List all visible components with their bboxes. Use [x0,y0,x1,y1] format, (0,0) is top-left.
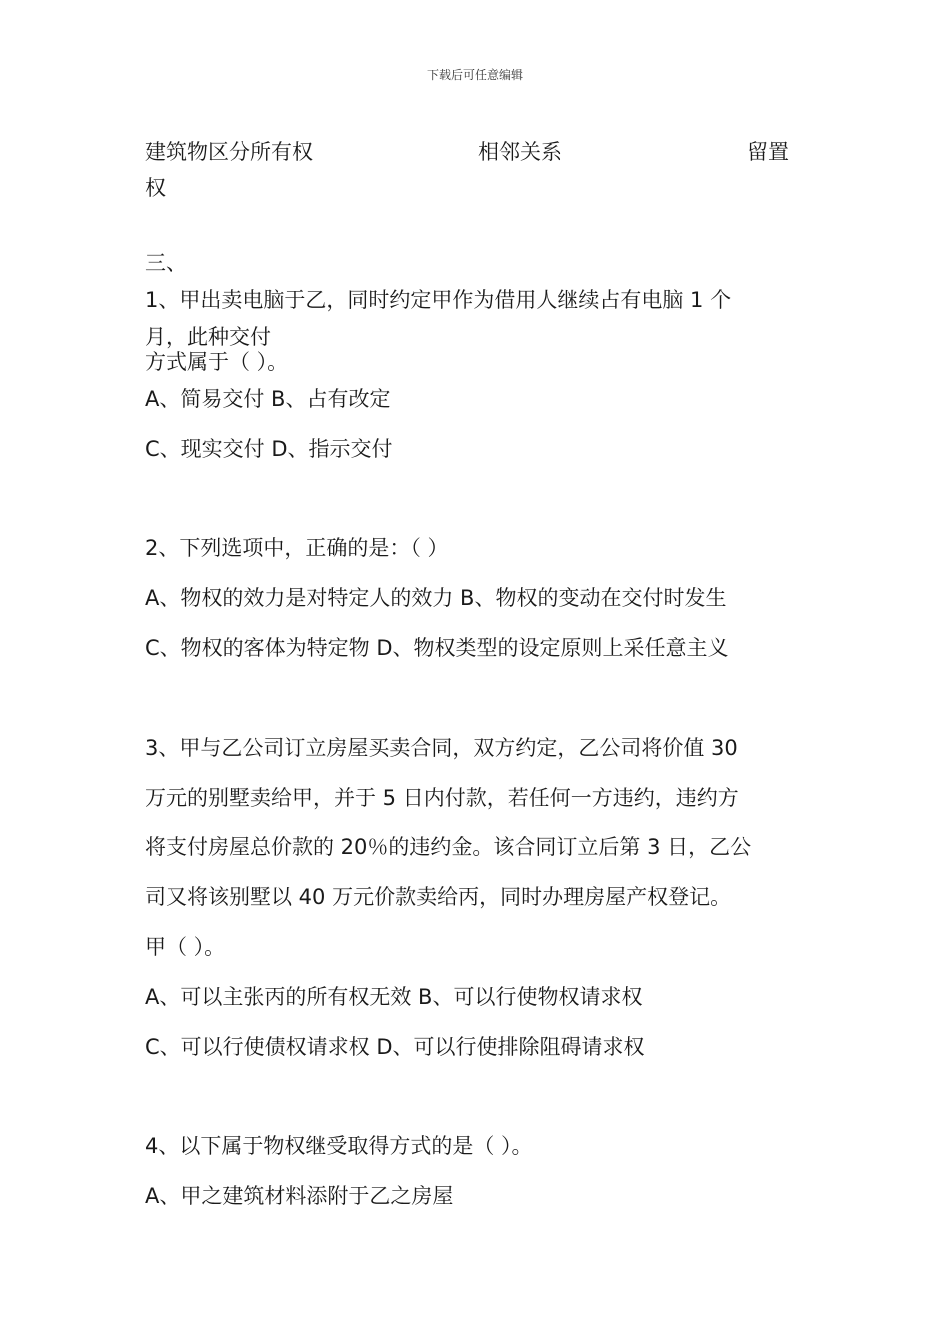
question-3-stem-line-4: 司又将该别墅以 40 万元价款卖给丙，同时办理房屋产权登记。 [145,885,732,909]
section-label: 三、 [145,251,187,275]
term-lien-continued: 权 [145,176,166,200]
question-4-stem: 4、以下属于物权继受取得方式的是（ ）。 [145,1134,533,1158]
question-1-stem-line-2: 月，此种交付 [145,325,271,349]
question-1-option-ab: A、简易交付 B、占有改定 [145,387,391,411]
question-3-stem-line-1: 3、甲与乙公司订立房屋买卖合同，双方约定，乙公司将价值 30 [145,736,738,760]
term-lien: 留置 [747,140,789,164]
question-3-option-cd: C、可以行使债权请求权 D、可以行使排除阻碍请求权 [145,1035,645,1059]
term-neighbor-relation: 相邻关系 [478,140,562,164]
question-2-stem: 2、下列选项中，正确的是：（ ） [145,536,449,560]
question-4-option-a: A、甲之建筑材料添附于乙之房屋 [145,1184,454,1208]
question-3-option-ab: A、可以主张丙的所有权无效 B、可以行使物权请求权 [145,985,643,1009]
question-3-stem-line-2: 万元的别墅卖给甲，并于 5 日内付款，若任何一方违约，违约方 [145,786,739,810]
page-header: 下载后可任意编辑 [426,68,523,82]
question-3-stem-line-5: 甲（ ）。 [145,935,226,959]
question-3-stem-line-3: 将支付房屋总价款的 20％的违约金。该合同订立后第 3 日，乙公 [145,835,752,859]
term-building-ownership: 建筑物区分所有权 [145,140,313,164]
question-1-option-cd: C、现实交付 D、指示交付 [145,437,393,461]
question-2-option-cd: C、物权的客体为特定物 D、物权类型的设定原则上采任意主义 [145,636,729,660]
question-1-stem-line-3: 方式属于（ ）。 [145,350,289,374]
question-2-option-ab: A、物权的效力是对特定人的效力 B、物权的变动在交付时发生 [145,586,727,610]
question-1-stem-line-1: 1、甲出卖电脑于乙，同时约定甲作为借用人继续占有电脑 1 个 [145,288,732,312]
